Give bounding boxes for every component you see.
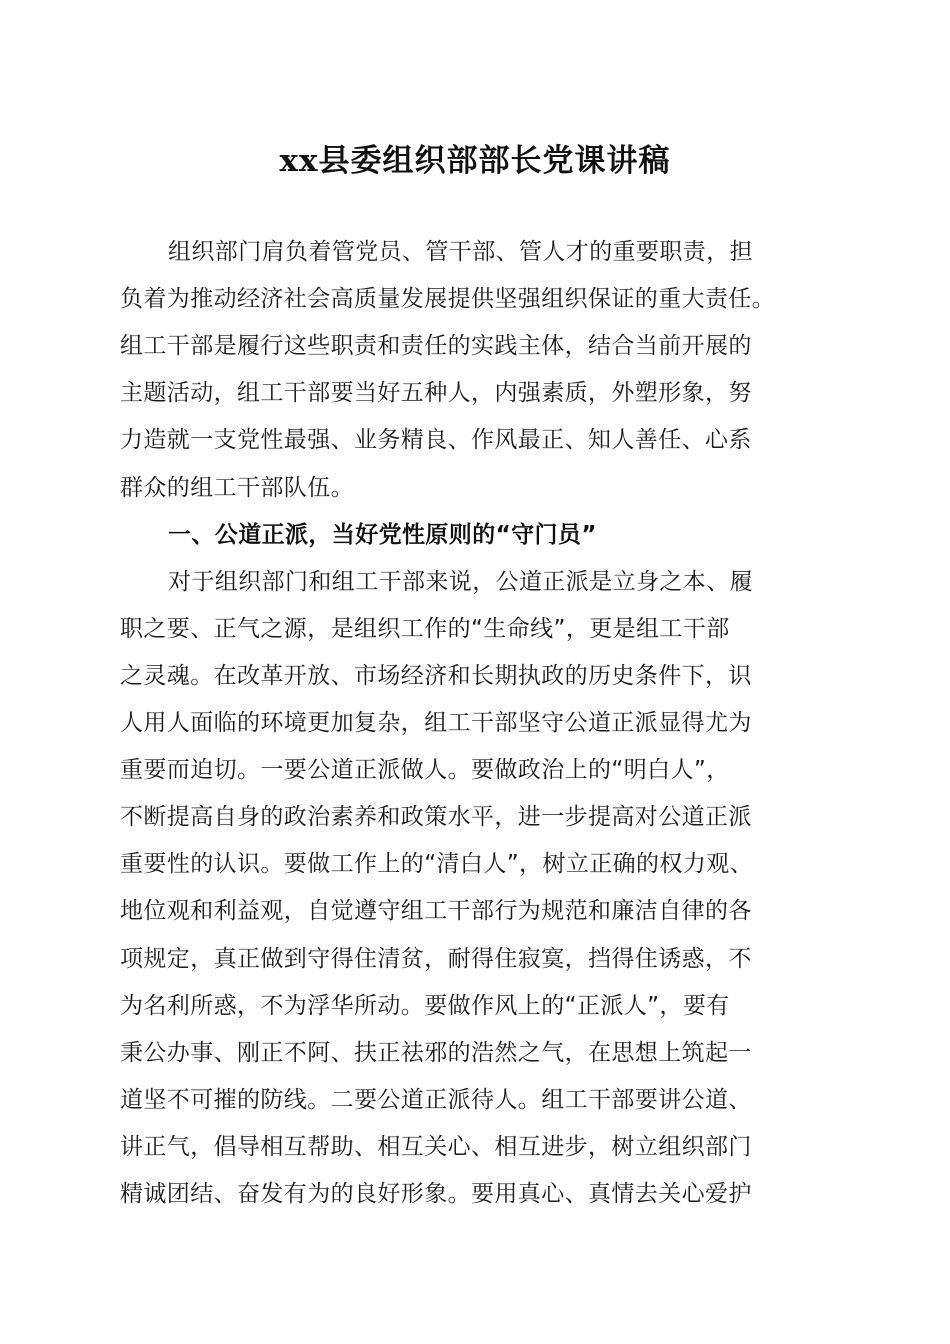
body-text-line: 人用人面临的环境更加复杂，组工干部坚守公道正派显得尤为 — [120, 710, 752, 736]
body-text-line: 组织部门肩负着管党员、管干部、管人才的重要职责，担 — [168, 239, 753, 265]
body-text-line: 秉公办事、刚正不阿、扶正祛邪的浩然之气，在思想上筑起一 — [120, 1039, 752, 1066]
body-text-line: 对于组织部门和组工干部来说，公道正派是立身之本、履 — [168, 568, 753, 595]
body-text-line: 道坚不可摧的防线。二要公道正派待人。组工干部要讲公道、 — [120, 1086, 752, 1113]
body-text-line: 主题活动，组工干部要当好五种人，内强素质，外塑形象，努 — [120, 380, 752, 407]
body-text-line: 力造就一支党性最强、业务精良、作风最正、知人善任、心系 — [120, 427, 752, 454]
body-text-line: 重要而迫切。一要公道正派做人。要做政治上的“明白人”， — [120, 757, 730, 784]
body-text-line: 不断提高自身的政治素养和政策水平，进一步提高对公道正派 — [120, 804, 752, 831]
body-text-line: 群众的组工干部队伍。 — [120, 474, 354, 501]
body-text-line: 精诚团结、奋发有为的良好形象。要用真心、真情去关心爱护 — [120, 1181, 752, 1207]
body-text-line: 之灵魂。在改革开放、市场经济和长期执政的历史条件下，识 — [120, 662, 752, 689]
body-text-line: 职之要、正气之源，是组织工作的“生命线”，更是组工干部 — [120, 615, 730, 642]
section-heading: 一、公道正派，当好党性原则的“守门员” — [168, 521, 597, 548]
body-text-line: 为名利所惑，不为浮华所动。要做作风上的“正派人”，要有 — [120, 992, 730, 1019]
body-text-line: 地位观和利益观，自觉遵守组工干部行为规范和廉洁自律的各 — [120, 898, 752, 925]
body-text-line: 讲正气，倡导相互帮助、相互关心、相互进步，树立组织部门 — [120, 1133, 752, 1160]
body-text-line: 组工干部是履行这些职责和责任的实践主体，结合当前开展的 — [120, 333, 752, 360]
document-title: xx县委组织部部长党课讲稿 — [279, 143, 671, 179]
body-text-line: 负着为推动经济社会高质量发展提供坚强组织保证的重大责任。 — [120, 286, 776, 313]
body-text-line: 重要性的认识。要做工作上的“清白人”，树立正确的权力观、 — [120, 851, 754, 878]
body-text-line: 项规定，真正做到守得住清贫，耐得住寂寞，挡得住诱惑，不 — [120, 945, 752, 972]
